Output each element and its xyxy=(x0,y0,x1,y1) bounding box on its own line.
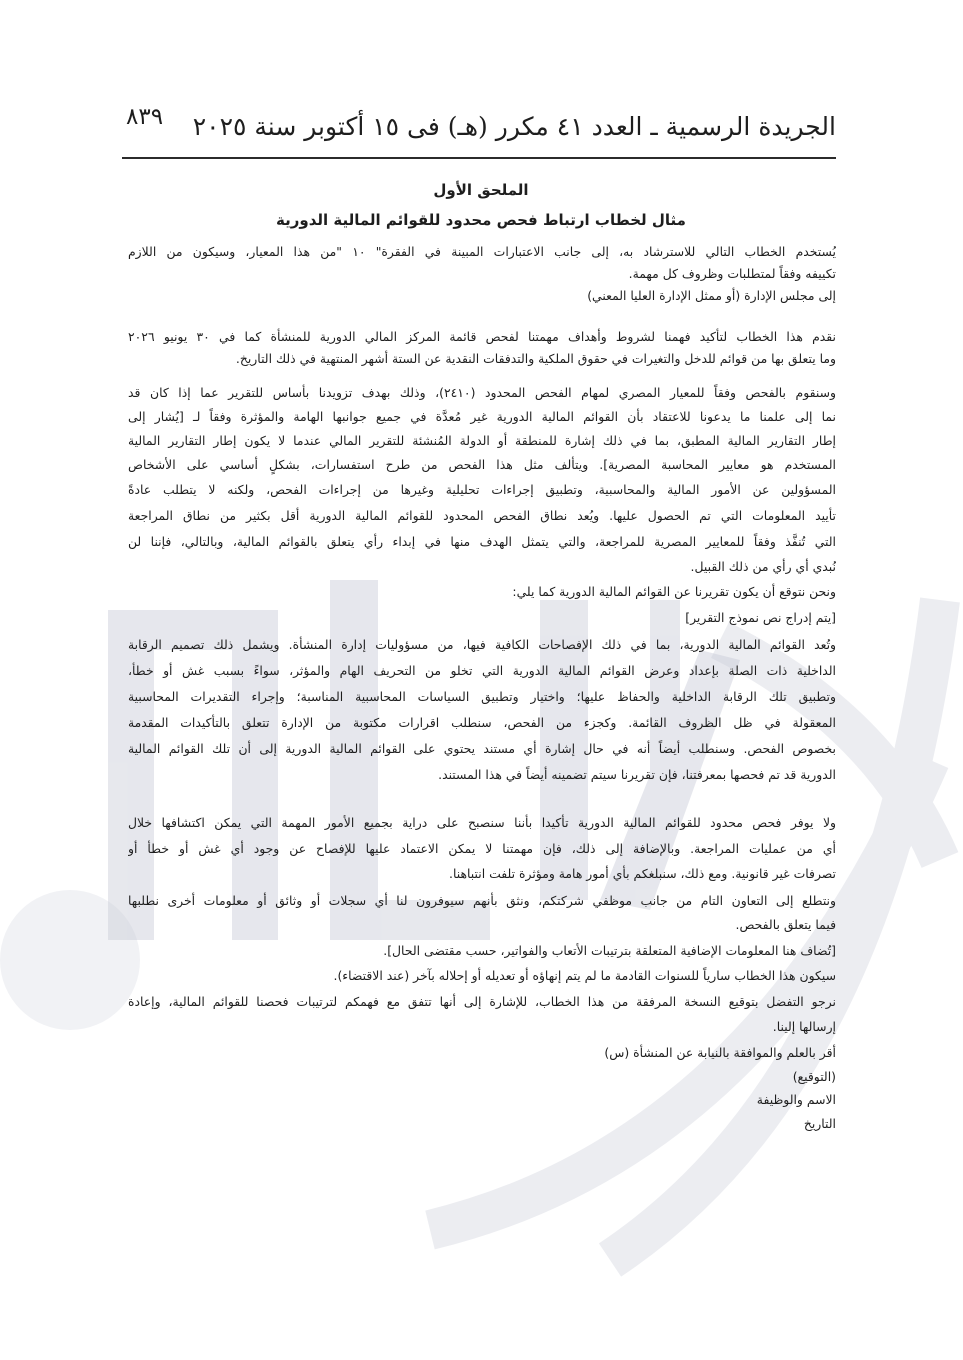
text-line: ونحن نتوقع أن يكون تقريرنا عن القوائم المالية الدورية كما يلي: xyxy=(512,584,836,599)
text-line: الاسم والوظيفة xyxy=(756,1092,836,1107)
text-line: تأييد المعلومات التي تم الحصول عليها. ويُعد نطاق الفحص المحدود للقوائم المالية الدورية أقل بكثير من نطاق المراجعة xyxy=(128,508,836,523)
text-line: التاريخ xyxy=(803,1116,836,1131)
appendix-title: الملحق الأول xyxy=(433,181,529,199)
text-line: المعقولة في ظل الظروف القائمة. وكجزء من الفحص، سنطلب اقرارات مكتوبة من الإدارة تتعلق بالتأكيدات المقدمة xyxy=(128,715,836,730)
text-line: التي تُنفَّذ وفقاً للمعايير المصرية للمراجعة، والتي يتمثل الهدف منها في إبداء رأي يتعلق بالقوائم المالية، وبالتالي، فإننا لن xyxy=(128,534,836,549)
text-line: أقر بالعلم والموافقة بالنيابة عن المنشأة (س) xyxy=(604,1045,836,1060)
text-line: المستخدم هو معايير المحاسبة المصرية]. ويتألف مثل هذا الفحص من طرح استفسارات، بشكلٍ أساسي على الأشخاص xyxy=(128,457,836,472)
text-line: نرجو التفضل بتوقيع النسخة المرفقة من هذا الخطاب، للإشارة إلى أنها تتفق مع فهمكم لترتيبات فحصنا للقوائم المالية، وإعادة xyxy=(128,994,836,1009)
text-line: تكييفه وفقاً لمتطلبات وظروف كل مهمة. xyxy=(628,266,836,281)
text-line: سيكون هذا الخطاب سارياً للسنوات القادمة ما لم يتم إنهاؤه أو تعديله أو إحلاله بآخر (عند الاقتضاء). xyxy=(333,968,836,983)
text-line: نقدم هذا الخطاب لتأكيد فهمنا لشروط وأهداف مهمتنا لفحص قائمة المركز المالي الدورية للمنشأة كما في ٣٠ يونيو ٢٠٢٦ xyxy=(128,329,836,344)
page-number: ٨٣٩ xyxy=(126,104,164,130)
text-line: تصرفات غير قانونية. ومع ذلك، سنبلغكم بأي أمور هامة ومؤثرة تلفت انتباهنا. xyxy=(449,866,836,881)
text-line: نما إلى علمنا ما يدعونا للاعتقاد بأن القوائم المالية الدورية غير مُعدَّة في جميع جوانبها الهامة والمؤثرة وفقاً لـ [يُشار إلى xyxy=(128,409,836,424)
text-line: وما يتعلق بها من قوائم للدخل والتغيرات في حقوق الملكية والتدفقات النقدية عن الستة أشهر المنتهية في ذلك التاريخ. xyxy=(235,351,836,366)
text-line: فيما يتعلق بالفحص. xyxy=(735,917,836,932)
text-line: بخصوص الفحص. وسنطلب أيضاً أنه في حال إشارة أي مستند يحتوي على القوائم المالية الدورية إلى أن تلك القوائم المالية xyxy=(128,741,836,756)
text-line: وتُعد القوائم المالية الدورية، بما في ذلك الإفصاحات الكافية فيها، من مسؤوليات إدارة المنشأة. ويشمل ذلك تصميم الرقابة xyxy=(128,637,836,652)
text-line: إطار التقارير المالية المطبق، بما في ذلك إشارة للمنطقة أو الدولة المُنشئة للتقرير المالي عندما لا يكون إطار التقارير المالية xyxy=(128,433,836,448)
text-line: ونتطلع إلى التعاون التام من جانب موظفي شركتكم، ونثق بأنهم سيوفرون لنا أي سجلات أو وثائق أو معلومات أخرى نطلبها xyxy=(128,893,836,908)
gazette-header-title: الجريدة الرسمية ـ العدد ٤١ مكرر (هـ) فى ١٥ أكتوبر سنة ٢٠٢٥ xyxy=(192,112,836,141)
text-line: [يتم إدراج نص نموذج التقرير] xyxy=(685,610,836,625)
page-header xyxy=(118,104,836,150)
header-divider xyxy=(122,157,836,159)
text-line: [تُضاف هنا المعلومات الإضافية المتعلقة بترتيبات الأتعاب والفواتير، حسب مقتضى الحال]. xyxy=(383,943,836,958)
text-line: ولا يوفر فحص محدود للقوائم المالية الدورية تأكيدا بأننا سنصبح على دراية بجميع الأمور المهمة التي يمكن اكتشافها خلال xyxy=(128,815,836,830)
text-line: إرسالها إلينا. xyxy=(772,1019,836,1034)
text-line: الداخلية ذات الصلة بإعداد وعرض القوائم المالية الدورية التي تخلو من التحريف الهام والمؤثر، سواءً بسبب غش أو خطأ، xyxy=(128,663,836,678)
text-line: أي من عمليات المراجعة. وبالإضافة إلى ذلك، فإن مهمتنا لا يمكن الاعتماد عليها للإفصاح عن وجود أي غش أو خطأ أو xyxy=(128,841,836,856)
document-title: مثال لخطاب ارتباط فحص محدود للقوائم المالية الدورية xyxy=(276,211,686,229)
text-line: إلى مجلس الإدارة (أو ممثل الإدارة العليا المعني) xyxy=(587,288,836,303)
text-line: المسؤولين عن الأمور المالية والمحاسبية، وتطبيق إجراءات تحليلية وغيرها من إجراءات الفحص، ولكنه لا يتطلب عادةً xyxy=(128,482,836,497)
text-line: نُبدي أي رأي من ذلك القبيل. xyxy=(690,559,836,574)
text-line: وتطبيق تلك الرقابة الداخلية والحفاظ عليها؛ واختيار وتطبيق السياسات المحاسبية المناسبة؛ وإجراء التقديرات المحاسبية xyxy=(128,689,836,704)
text-line: الدورية قد تم فحصها بمعرفتنا، فإن تقريرنا سيتم تضمينه أيضاً في هذا المستند. xyxy=(438,767,836,782)
text-line: (التوقيع) xyxy=(792,1069,836,1084)
text-line: وسنقوم بالفحص وفقاً للمعيار المصري لمهام الفحص المحدود (٢٤١٠)، وذلك بهدف تزويدنا بأساس للتقرير عما إذا كان قد xyxy=(128,385,836,400)
text-line: يُستخدم الخطاب التالي للاسترشاد به، إلى جانب الاعتبارات المبينة في الفقرة" ١٠ "من هذا المعيار، وسيكون من اللازم xyxy=(128,244,836,259)
